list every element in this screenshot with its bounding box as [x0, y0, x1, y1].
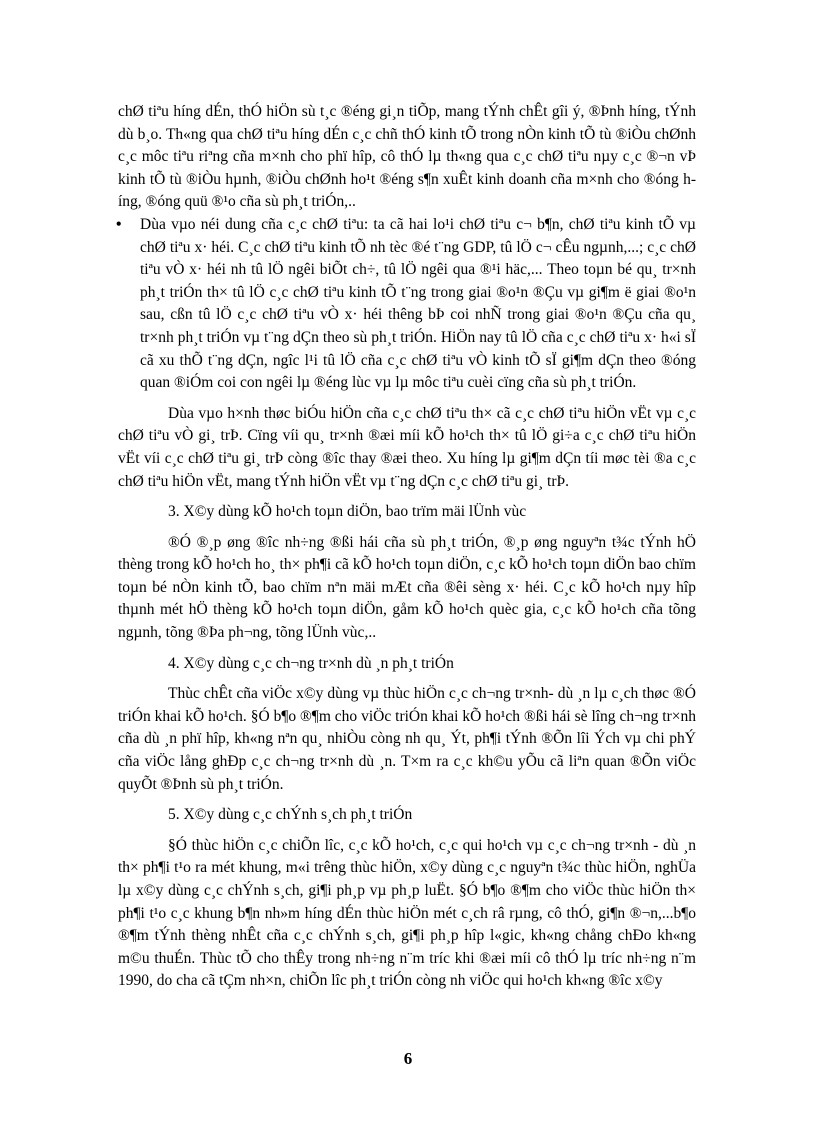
section-heading-4: 4. X©y dùng c¸c ch¬ng tr×nh dù ¸n ph¸t triÓn	[168, 654, 454, 672]
page-body	[118, 101, 696, 993]
paragraph-guidance-indicators: chØ tiªu híng dÉn, thÓ hiÖn sù t¸c ®éng gi¸n tiÕp, mang tÝnh chÊt gîi ý, ®Þnh híng, tÝnh dù b¸o. Th«ng qua chØ tiªu híng dÉn c¸c chñ thÓ kinh tÕ trong nÒn kinh tÕ tù ®iÒu chØnh c¸c môc tiªu riªng cña m×nh cho phï hîp, cô thÓ lµ th«ng qua c¸c chØ tiªu nµy c¸c ®¬n vÞ kinh tÕ tù ®iÒu hµnh, ®iÒu chØnh ho¹t ®éng s¶n xuÊt kinh doanh cña m×nh cho ®óng híng, ®óng quü ®¹o cña sù ph¸t triÓn,..	[118, 103, 696, 211]
bullet-paragraph-indicator-types	[114, 214, 696, 395]
section-heading-3: 3. X©y dùng kÕ ho¹ch toµn diÖn, bao trïm mäi lÜnh vùc	[168, 503, 527, 521]
page-number: 6	[403, 1049, 413, 1068]
bullet-text: Dùa vµo néi dung cña c¸c chØ tiªu: ta cã hai lo¹i chØ tiªu c¬ b¶n, chØ tiªu kinh tÕ vµ chØ tiªu x· héi. C¸c chØ tiªu kinh tÕ nh tèc ®é t¨ng GDP, tû lÖ c¬ cÊu ngµnh,...; c¸c chØ tiªu vÒ x· héi nh tû lÖ ngêi biÕt ch÷, tû lÖ ngêi qua ®¹i häc,... Theo toµn bé qu¸ tr×nh ph¸t triÓn th× tû lÖ c¸c chØ tiªu kinh tÕ t¨ng trong giai ®o¹n ®Çu vµ gi¶m ë giai ®o¹n sau, cßn tû lÖ c¸c chØ tiªu vÒ x· héi thêng bÞ coi nhÑ trong giai ®o¹n ®Çu cña qu¸ tr×nh ph¸t triÓn vµ t¨ng dÇn theo sù ph¸t triÓn. HiÖn nay tû lÖ cña c¸c chØ tiªu x· h«i sÏ cã xu thÕ t¨ng dÇn, ngîc l¹i tû lÖ cña c¸c chØ tiªu vÒ kinh tÕ sÏ gi¶m dÇn theo ®óng quan ®iÓm coi con ngêi lµ ®éng lùc vµ lµ môc tiªu cuèi cïng cña sù ph¸t triÓn.	[140, 215, 696, 392]
section-heading-5: 5. X©y dùng c¸c chÝnh s¸ch ph¸t triÓn	[168, 806, 413, 824]
paragraph-development-policies: §Ó thùc hiÖn c¸c chiÕn lîc, c¸c kÕ ho¹ch, c¸c qui ho¹ch vµ c¸c ch¬ng tr×nh - dù ¸n th× ph¶i t¹o ra mét khung, m«i trêng thùc hiÖn, x©y dùng c¸c nguyªn t¾c thùc hiÖn, nghÜa lµ x©y dùng c¸c chÝnh s¸ch, gi¶i ph¸p vµ ph¸p luËt. §Ó b¶o ®¶m cho viÖc thùc hiÖn th× ph¶i t¹o c¸c khung b¶n nh»m híng dÉn thùc hiÖn mét c¸ch râ rµng, cô thÓ, gi¶n ®¬n,...b¶o ®¶m tÝnh thèng nhÊt cña c¸c chÝnh s¸ch, gi¶i ph¸p hîp l«gic, kh«ng chång chÐo kh«ng m©u thuÉn. Thùc tÕ cho thÊy trong nh÷ng n¨m tríc khi ®æi míi cô thÓ lµ tríc nh÷ng n¨m 1990, do cha cã tÇm nh×n, chiÕn lîc ph¸t triÓn còng nh viÖc qui ho¹ch kh«ng ®îc x©y	[118, 836, 696, 990]
paragraph-comprehensive-plan: ®Ó ®¸p øng ®îc nh÷ng ®ßi hái cña sù ph¸t triÓn, ®¸p øng nguyªn t¾c tÝnh hÖ thèng trong kÕ ho¹ch ho¸ th× ph¶i cã kÕ ho¹ch toµn diÖn, c¸c kÕ ho¹ch toµn diÖn bao chïm toµn bé nÒn kinh tÕ, bao chïm nªn mäi mÆt cña ®êi sèng x· héi. C¸c kÕ ho¹ch nµy hîp thµnh mét hÖ thèng kÕ ho¹ch toµn diÖn, gåm kÕ ho¹ch quèc gia, c¸c kÕ ho¹ch cña tõng ngµnh, tõng ®Þa ph¬ng, tõng lÜnh vùc,..	[118, 533, 696, 642]
paragraph-physical-value-indicators: Dùa vµo h×nh thøc biÓu hiÖn cña c¸c chØ tiªu th× cã c¸c chØ tiªu hiÖn vËt vµ c¸c chØ tiªu vÒ gi¸ trÞ. Cïng víi qu¸ tr×nh ®æi míi kÕ ho¹ch th× tû lÖ gi÷a c¸c chØ tiªu hiÖn vËt víi c¸c chØ tiªu gi¸ trÞ còng ®îc thay ®æi theo. Xu híng lµ gi¶m dÇn tíi møc tèi ®a c¸c chØ tiªu hiÖn vËt, mang tÝnh hiÖn vËt vµ t¨ng dÇn c¸c chØ tiªu gi¸ trÞ.	[118, 404, 696, 490]
paragraph-programs-projects: Thùc chÊt cña viÖc x©y dùng vµ thùc hiÖn c¸c ch¬ng tr×nh- dù ¸n lµ c¸ch thøc ®Ó triÓn khai kÕ ho¹ch. §Ó b¶o ®¶m cho viÖc triÓn khai kÕ ho¹ch ®ßi hái sè lîng ch¬ng tr×nh cña dù ¸n phï hîp, kh«ng nªn qu¸ nhiÒu còng nh qu¸ Ýt, ph¶i tÝnh ®Õn lîi Ých vµ chi phÝ cña viÖc lång ghÐp c¸c ch¬ng tr×nh dù ¸n. T×m ra c¸c kh©u yÕu cã liªn quan ®Õn viÖc quyÕt ®Þnh sù ph¸t triÓn.	[118, 685, 696, 793]
bullet-icon: •	[116, 215, 122, 233]
